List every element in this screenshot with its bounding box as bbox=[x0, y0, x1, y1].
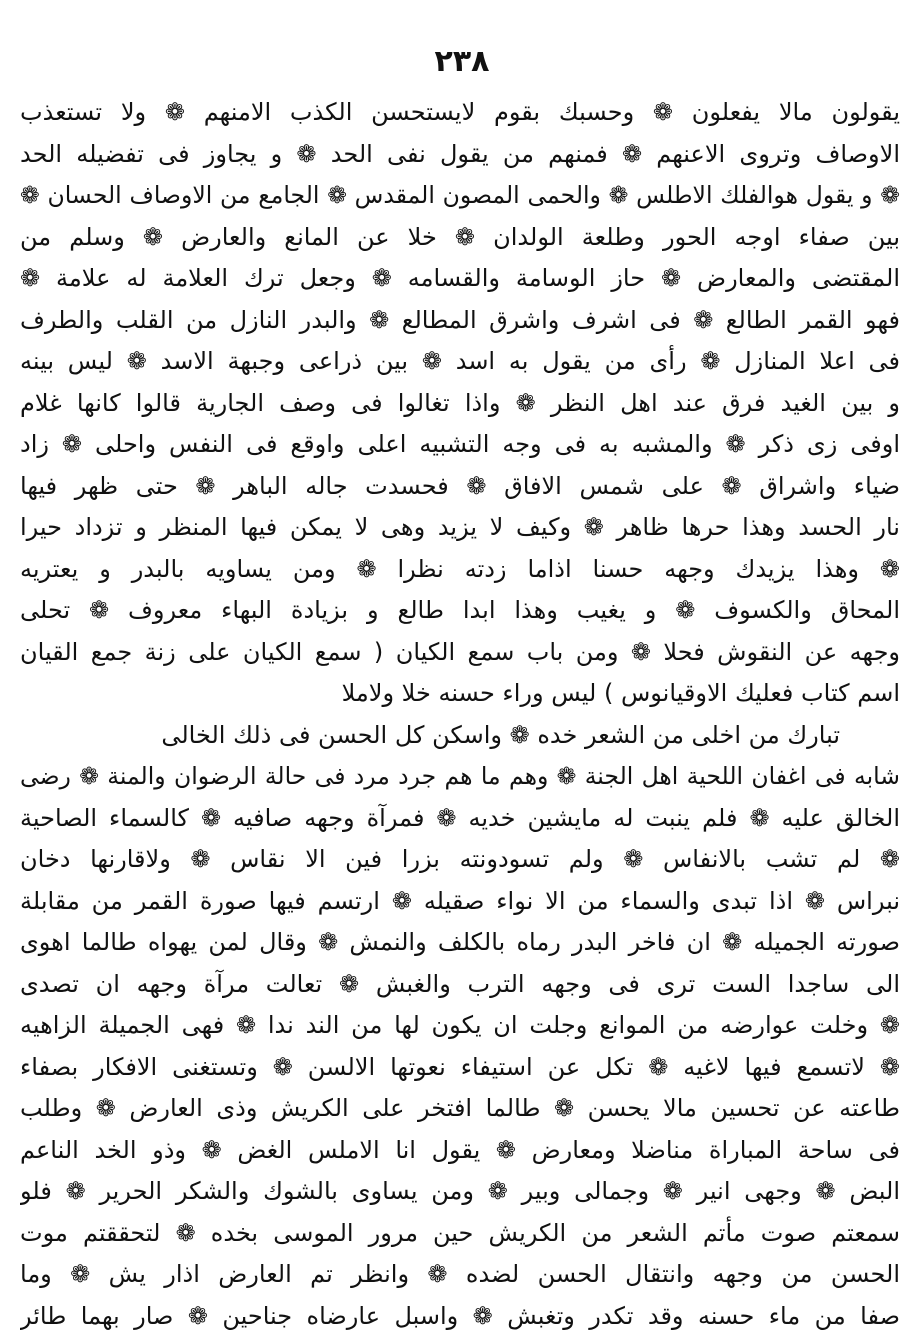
text-line: فهو القمر الطالع ❁ فى اشرف واشرق المطالع ❁ والبدر النازل من القلب والطرف bbox=[20, 305, 900, 334]
text-line: فى اعلا المنازل ❁ رأى من يقول به اسد ❁ بين ذراعى وجبهة الاسد ❁ ليس بينه bbox=[20, 347, 900, 375]
text-line: ضياء واشراق ❁ على شمس الافاق ❁ فحسدت جاله الباهر ❁ حتى ظهر فيها bbox=[20, 471, 900, 500]
body-text bbox=[20, 92, 900, 1337]
text-line: و بين الغيد فرق عند اهل النظر ❁ واذا تغالوا فى وصف الجارية قالوا كانها غلام bbox=[20, 388, 900, 417]
text-line: ❁ لاتسمع فيها لاغيه ❁ تكل عن استيفاء نعوتها الالسن ❁ وتستغنى الافكار بصفاء bbox=[20, 1052, 900, 1081]
text-line: الحسن من وجهه وانتقال الحسن لضده ❁ وانظر تم العارض اذار يش ❁ وما bbox=[20, 1260, 900, 1288]
text-line: ❁ وخلت عوارضه من الموانع وجلت ان يكون لها من الند ندا ❁ فهى الجميلة الزاهيه bbox=[20, 1011, 900, 1039]
page-number: ٢٣٨ bbox=[434, 44, 490, 79]
text-line: سمعتم صوت مأتم الشعر من الكريش حين مرور الموسى بخده ❁ لتحققتم موت bbox=[20, 1218, 900, 1247]
text-line: الخالق عليه ❁ فلم ينبت له مايشين خديه ❁ فمرآة وجهه صافيه ❁ كالسماء الصاحية bbox=[20, 803, 900, 832]
text-line: نبراس ❁ اذا تبدى والسماء من الا نواء صقيله ❁ ارتسم فيها صورة القمر من مقابلة bbox=[20, 886, 900, 915]
text-line: ❁ وهذا يزيدك وجهه حسنا اذاما زدته نظرا ❁ ومن يساويه بالبدر و يعتريه bbox=[20, 554, 900, 583]
text-line: ❁ و يقول هوالفلك الاطلس ❁ والحمى المصون المقدس ❁ الجامع من الاوصاف الحسان ❁ bbox=[20, 181, 900, 209]
text-line: وجهه عن النقوش فحلا ❁ ومن باب سمع الكيان ( سمع الكيان على زنة جمع القيان bbox=[20, 637, 900, 666]
text-line: اسم كتاب فعليك الاوقيانوس ) ليس وراء حسنه خلا ولاملا bbox=[341, 679, 900, 707]
text-line: نار الحسد وهذا حرها ظاهر ❁ وكيف لا يزيد وهى لا يمكن فيها المنظر و تزداد حيرا bbox=[20, 513, 900, 541]
text-line: يقولون مالا يفعلون ❁ وحسبك بقوم لايستحسن الكذب الامنهم ❁ ولا تستعذب bbox=[20, 98, 900, 126]
text-line: صورته الجميله ❁ ان فاخر البدر رماه بالكلف والنمش ❁ وقال لمن يهواه طالما اهوى bbox=[20, 928, 900, 956]
text-line: المحاق والكسوف ❁ و يغيب وهذا ابدا طالع و بزيادة البهاء معروف ❁ تحلى bbox=[20, 596, 900, 624]
text-line: البض ❁ وجهى انير ❁ وجمالى وبير ❁ ومن يساوى بالشوك والشكر الحرير ❁ فلو bbox=[20, 1177, 900, 1205]
text-line: فى ساحة المباراة مناضلا ومعارض ❁ يقول انا الاملس الغض ❁ وذو الخد الناعم bbox=[20, 1135, 900, 1164]
text-line: المقتضى والمعارض ❁ حاز الوسامة والقسامه ❁ وجعل ترك العلامة له علامة ❁ bbox=[20, 264, 900, 292]
text-line: اوفى زى ذكر ❁ والمشبه به فى وجه التشبيه اعلى واوقع فى النفس واحلى ❁ زاد bbox=[20, 430, 900, 458]
text-line: شابه فى اغفان اللحية اهل الجنة ❁ وهم ما هم جرد مرد فى حالة الرضوان والمنة ❁ رضى bbox=[20, 762, 900, 790]
verse-line: تبارك من اخلى من الشعر خده ❁ واسكن كل الحسن فى ذلك الخالى bbox=[161, 720, 840, 749]
text-line: بين صفاء اوجه الحور وطلعة الولدان ❁ خلا عن المانع والعارض ❁ وسلم من bbox=[20, 222, 900, 251]
text-line: الى ساجدا الست ترى فى وجهه الترب والغبش ❁ تعالت مرآة وجهه ان تصدى bbox=[20, 969, 900, 998]
text-line: طاعته عن تحسين مالا يحسن ❁ طالما افتخر على الكريش وذى العارض ❁ وطلب bbox=[20, 1094, 900, 1122]
text-line: ❁ لم تشب بالانفاس ❁ ولم تسودونته بزرا فين الا نقاس ❁ ولاقارنها دخان bbox=[20, 845, 900, 873]
text-line: صفا من ماء حسنه وقد تكدر وتغبش ❁ واسبل عارضاه جناحين ❁ صار بهما طائر bbox=[20, 1301, 900, 1330]
text-line: الاوصاف وتروى الاعنهم ❁ فمنهم من يقول نفى الحد ❁ و يجاوز فى تفضيله الحد bbox=[20, 139, 900, 168]
